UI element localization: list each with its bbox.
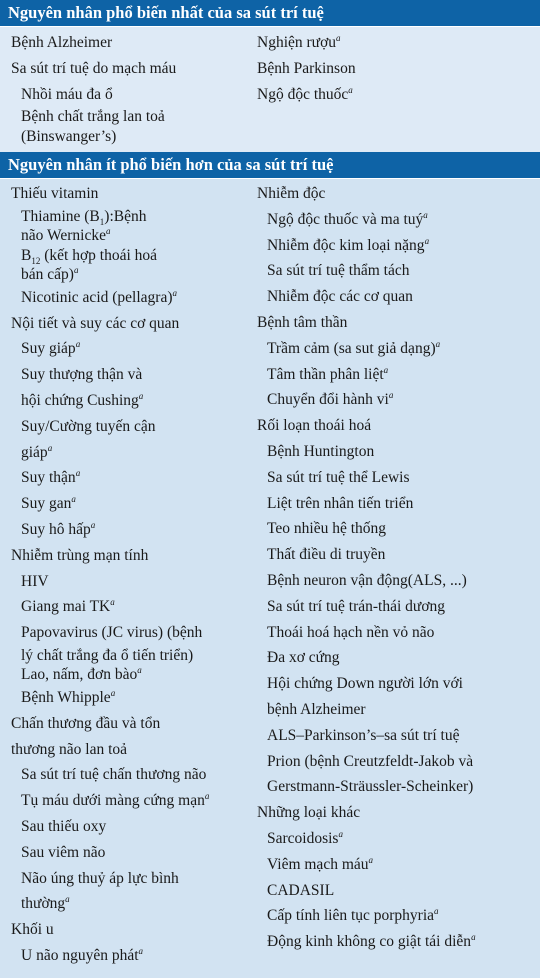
category-item (257, 82, 356, 108)
less-common-right-column (257, 181, 476, 955)
item-text: hội chứng Cushing (21, 391, 139, 409)
less-common-causes-header: Nguyên nhân ít phổ biến hơn của sa sút trí tuệ (0, 152, 540, 179)
sub-item (257, 645, 476, 671)
category-item (11, 181, 209, 207)
item-text: Nhồi máu đa ổ (21, 85, 113, 103)
sub-item (11, 517, 209, 543)
sub-item (257, 362, 476, 388)
sub-item (257, 671, 476, 697)
item-text: Rối loạn thoái hoá (257, 417, 372, 435)
sub-item (257, 568, 476, 594)
sub-item (257, 284, 476, 310)
item-text: Những loại khác (257, 804, 361, 822)
sub-item (257, 207, 476, 233)
item-text: Bệnh Whipple (21, 688, 111, 706)
item-text: Nghiện rượu (257, 34, 337, 51)
item-text: não Wernicke (21, 227, 106, 245)
common-causes-header: Nguyên nhân phổ biến nhất của sa sút trí tuệ (0, 0, 540, 27)
sub-item (11, 685, 209, 711)
item-text: Suy gan (21, 495, 72, 513)
footnote-marker: a (424, 235, 430, 246)
item-text: thương não lan toả (11, 740, 128, 758)
item-text: Sa sút trí tuệ thẩm tách (267, 262, 410, 280)
footnote-marker: a (90, 519, 96, 530)
footnote-marker: a (172, 287, 177, 298)
footnote-marker: a (71, 494, 76, 505)
item-text: bệnh Alzheimer (267, 700, 366, 718)
item-text: CADASIL (267, 881, 335, 899)
footnote-marker: a (110, 687, 116, 698)
item-text: Suy giáp (21, 340, 76, 358)
item-text: Nhiễm độc (257, 185, 326, 202)
footnote-marker: a (75, 339, 81, 350)
sub-item (257, 620, 476, 646)
item-text: bán cấp) (21, 266, 74, 284)
sub-item (11, 336, 209, 362)
item-text: ALS–Parkinson’s–sa sút trí tuệ (267, 726, 460, 744)
sub-item (257, 723, 476, 749)
item-text: Ngộ độc thuốc và ma tuý (267, 210, 424, 228)
item-text: Não úng thuỷ áp lực bình (21, 869, 179, 887)
common-causes-left-column (11, 30, 176, 146)
sub-item (11, 465, 209, 491)
category-item (11, 56, 176, 82)
footnote-marker: a (204, 790, 210, 801)
sub-item (257, 258, 476, 284)
sub-item (257, 516, 476, 542)
sub-item (257, 903, 476, 929)
item-text: Nhiễm độc các cơ quan (267, 288, 413, 306)
sub-item (257, 233, 476, 259)
item-text: Viêm mạch máu (267, 855, 369, 873)
item-text: Sau thiếu oxy (21, 817, 107, 835)
sub-item (11, 414, 209, 440)
item-text: Tụ máu dưới màng cứng mạn (21, 792, 205, 810)
sub-item (11, 665, 209, 685)
category-item (11, 543, 209, 569)
item-text: Động kinh không co giật tái diễn (267, 933, 472, 951)
item-text-cont: ):Bệnh (104, 207, 147, 225)
sub-item (11, 362, 209, 388)
item-text: (Binswanger’s) (21, 127, 117, 145)
footnote-marker: a (138, 390, 144, 401)
item-text: Trầm cảm (sa sut giả dạng) (267, 339, 436, 357)
category-item (257, 310, 476, 336)
sub-item (11, 127, 176, 147)
sub-item (11, 762, 209, 788)
item-text: Thoái hoá hạch nền vỏ não (267, 623, 435, 641)
sub-item (11, 491, 209, 517)
sub-item (11, 265, 209, 285)
category-item (11, 917, 209, 943)
sub-item (11, 620, 209, 646)
item-text: Cấp tính liên tục porphyria (267, 907, 435, 925)
item-text: Tâm thần phân liệt (267, 365, 384, 383)
category-item (11, 30, 176, 56)
item-text: Lao, nấm, đơn bào (21, 666, 138, 684)
item-text: Suy thượng thận và (21, 366, 143, 384)
item-text: Đa xơ cứng (267, 649, 340, 667)
footnote-marker: a (75, 468, 81, 479)
item-text: Thiếu vitamin (11, 185, 99, 202)
item-text: Suy/Cường tuyến cận (21, 417, 156, 435)
footnote-marker: a (110, 597, 115, 608)
footnote-marker: a (105, 226, 111, 237)
item-text: Bệnh neuron vận động(ALS, ...) (267, 571, 467, 589)
item-text: Sa sút trí tuệ thể Lewis (267, 468, 410, 486)
sub-item (257, 491, 476, 517)
footnote-marker: a (434, 906, 439, 917)
common-causes-section (0, 27, 540, 152)
sub-item (11, 569, 209, 595)
subscript: 1 (99, 216, 105, 227)
item-text: Bệnh tâm thần (257, 313, 348, 331)
item-text: Sarcoidosis (267, 829, 339, 847)
item-text: Nhiễm độc kim loại nặng (267, 236, 425, 254)
sub-item (11, 107, 176, 127)
sub-item (257, 542, 476, 568)
sub-item (257, 465, 476, 491)
item-text: Bệnh Parkinson (257, 59, 356, 77)
category-item (11, 737, 209, 763)
sub-item (257, 336, 476, 362)
category-item (257, 30, 356, 56)
sub-item (11, 226, 209, 246)
item-text: Thiamine (B (21, 207, 100, 225)
less-common-causes-section (0, 179, 540, 978)
sub-item (11, 840, 209, 866)
category-item (257, 56, 356, 82)
item-text: thường (21, 895, 66, 913)
item-text: Khối u (11, 921, 54, 939)
sub-item (257, 697, 476, 723)
item-text: Chuyển đổi hành vi (267, 391, 389, 409)
sub-item (11, 594, 209, 620)
item-text: Giang mai TK (21, 598, 111, 616)
item-text: Chấn thương đầu và tổn (11, 714, 161, 732)
item-text: Sa sút trí tuệ do mạch máu (11, 59, 177, 77)
sub-item (11, 943, 209, 969)
sub-item (11, 646, 209, 666)
item-text: Nhiễm trùng mạn tính (11, 546, 149, 564)
item-text: Gerstmann-Sträussler-Scheinker) (267, 778, 474, 796)
footnote-marker: a (368, 854, 374, 865)
footnote-marker: a (388, 390, 394, 401)
item-text: Suy thận (21, 469, 76, 487)
category-item (257, 413, 476, 439)
sub-item (11, 814, 209, 840)
item-text: Hội chứng Down người lớn với (267, 675, 463, 693)
footnote-marker: a (471, 931, 476, 942)
item-text: Nicotinic acid (pellagra) (21, 288, 173, 306)
footnote-marker: a (423, 209, 428, 220)
sub-item (11, 891, 209, 917)
item-text: Thất điều di truyền (267, 546, 386, 564)
sub-item (11, 246, 209, 266)
item-text: giáp (21, 443, 48, 461)
item-text: lý chất trắng đa ổ tiến triển) (21, 646, 194, 664)
item-text: Bệnh Huntington (267, 442, 375, 460)
sub-item (11, 82, 176, 108)
category-item (257, 181, 476, 207)
item-text: B (21, 246, 32, 264)
item-text: Suy hô hấp (21, 520, 91, 538)
footnote-marker: a (336, 32, 341, 43)
item-text: HIV (21, 572, 49, 590)
sub-item (11, 388, 209, 414)
sub-item (257, 594, 476, 620)
item-text: Ngộ độc thuốc (257, 85, 349, 103)
sub-item (11, 440, 209, 466)
sub-item (11, 207, 209, 227)
sub-item (11, 285, 209, 311)
footnote-marker: a (73, 265, 79, 276)
sub-item (11, 866, 209, 892)
item-text: Papovavirus (JC virus) (bệnh (21, 624, 203, 642)
item-text-cont: (kết hợp thoái hoá (40, 246, 158, 264)
sub-item (257, 852, 476, 878)
category-item (11, 311, 209, 337)
less-common-left-column (11, 181, 209, 969)
item-text: Bệnh Alzheimer (11, 34, 113, 51)
footnote-marker: a (47, 442, 53, 453)
item-text: Nội tiết và suy các cơ quan (11, 314, 180, 332)
footnote-marker: a (137, 665, 142, 676)
sub-item (257, 929, 476, 955)
footnote-marker: a (65, 894, 70, 905)
sub-item (257, 387, 476, 413)
item-text: Prion (bệnh Creutzfeldt-Jakob và (267, 752, 474, 770)
item-text: Sau viêm não (21, 843, 106, 861)
footnote-marker: a (138, 945, 144, 956)
item-text: Sa sút trí tuệ chấn thương não (21, 766, 207, 784)
category-item (11, 711, 209, 737)
item-text: Bệnh chất trắng lan toả (21, 108, 165, 126)
sub-item (257, 878, 476, 904)
footnote-marker: a (435, 338, 441, 349)
item-text: U não nguyên phát (21, 946, 139, 964)
sub-item (257, 749, 476, 775)
item-text: Liệt trên nhân tiến triển (267, 494, 414, 512)
sub-item (11, 788, 209, 814)
footnote-marker: a (383, 364, 389, 375)
footnote-marker: a (348, 84, 353, 95)
item-text: Teo nhiều hệ thống (267, 520, 387, 538)
category-item (257, 800, 476, 826)
common-causes-right-column (257, 30, 356, 107)
sub-item (257, 826, 476, 852)
item-text: Sa sút trí tuệ trán-thái dương (267, 597, 446, 615)
footnote-marker: a (338, 828, 343, 839)
subscript: 12 (31, 255, 41, 266)
sub-item (257, 439, 476, 465)
sub-item (257, 774, 476, 800)
